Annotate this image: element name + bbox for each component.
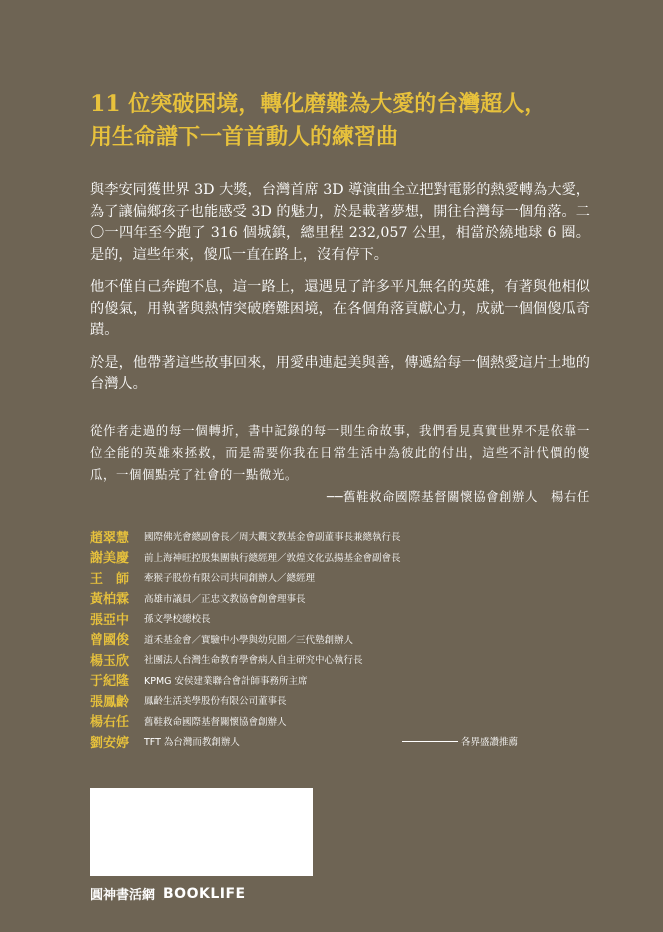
publisher-name-en: BOOKLIFE	[163, 885, 246, 902]
barcode-area	[90, 788, 313, 876]
endorser-title: 舊鞋救命國際基督關懷協會創辦人	[144, 716, 287, 728]
endorser-title: 鳳齡生活美學股份有限公司董事長	[144, 696, 287, 708]
endorsement-row	[90, 670, 610, 691]
recommend-text: 各界盛讚推薦	[460, 737, 518, 749]
endorser-title: 牽猴子股份有限公司共同創辦人／總經理	[144, 573, 316, 585]
endorser-title: KPMG 安侯建業聯合會計師事務所主席	[144, 675, 308, 687]
endorser-name: 黃柏霖	[90, 592, 130, 608]
endorser-title: TFT 為台灣而教創辦人	[144, 737, 240, 749]
endorser-name: 趙翠慧	[90, 530, 130, 546]
endorser-name: 王 師	[90, 571, 130, 587]
endorser-name: 張亞中	[90, 612, 130, 628]
endorsement-row	[90, 731, 610, 752]
endorser-name: 曾國俊	[90, 633, 130, 649]
publisher-name-cn: 圓神書活網	[90, 888, 156, 903]
recommend-dash	[402, 741, 458, 742]
blurb-paragraph-3: 於是，他帶著這些故事回來，用愛串連起美與善，傳遞給每一個熱愛這片土地的台灣人。	[90, 354, 590, 392]
endorsement-row	[90, 711, 610, 732]
endorsement-list	[90, 526, 610, 752]
endorser-name: 張鳳齡	[90, 694, 130, 710]
endorser-name: 于紀隆	[90, 674, 130, 690]
quote-attribution: ──舊鞋救命國際基督關懷協會創辦人 楊右任	[327, 489, 590, 504]
endorser-name: 謝美慶	[90, 551, 130, 567]
endorsement-row	[90, 547, 610, 568]
blurb-body	[90, 180, 590, 407]
endorsement-row	[90, 526, 610, 547]
endorsement-row	[90, 588, 610, 609]
endorser-title: 國際佛光會總副會長／周大觀文教基金會副董事長兼總執行長	[144, 532, 401, 544]
endorsement-row	[90, 649, 610, 670]
endorser-title: 前上海神旺控股集團執行總經理／敦煌文化弘揚基金會副會長	[144, 552, 401, 564]
publisher-logo	[90, 884, 246, 903]
endorser-name: 劉安婷	[90, 735, 130, 751]
headline-line-1: 11 位突破困境，轉化磨難為大愛的台灣超人，	[90, 91, 547, 117]
endorser-title: 孫文學校總校長	[144, 614, 211, 626]
endorser-name: 楊玉欣	[90, 653, 130, 669]
endorser-title: 高雄市議員／正忠文教協會創會理事長	[144, 593, 306, 605]
quote-text: 從作者走過的每一個轉折，書中記錄的每一則生命故事，我們看見真實世界不是依靠一位全能的英雄來拯救，而是需要你我在日常生活中為彼此的付出，這些不計代價的傻瓜，一個個點亮了社會的一點微光。	[90, 423, 590, 482]
endorser-title: 社團法人台灣生命教育學會病人自主研究中心執行長	[144, 655, 363, 667]
endorsement-row	[90, 690, 610, 711]
headline	[90, 88, 610, 154]
headline-line-2: 用生命譜下一首首動人的練習曲	[90, 124, 399, 150]
blurb-paragraph-1: 與李安同獲世界 3D 大獎，台灣首席 3D 導演曲全立把對電影的熱愛轉為大愛，為了讓偏鄉孩子也能感受 3D 的魅力，於是載著夢想，開往台灣每一個角落。二〇一四年至今跑了 316 個城鎮，總里程 232,057 公里，相當於繞地球 6 圈。是的，這些年來，傻瓜一直在路上，沒有停下。	[90, 182, 590, 263]
endorsement-row	[90, 608, 610, 629]
blurb-paragraph-2: 他不僅自己奔跑不息，這一路上，還遇見了許多平凡無名的英雄，有著與他相似的傻氣，用執著與熱情突破磨難困境，在各個角落貢獻心力，成就一個個傻瓜奇蹟。	[90, 279, 590, 338]
endorsement-row	[90, 567, 610, 588]
testimonial-quote	[90, 420, 590, 508]
endorsement-row	[90, 629, 610, 650]
recommend-label	[402, 734, 518, 748]
endorser-title: 道禾基金會／實驗中小學與幼兒園／三代塾創辦人	[144, 634, 354, 646]
endorser-name: 楊右任	[90, 715, 130, 731]
